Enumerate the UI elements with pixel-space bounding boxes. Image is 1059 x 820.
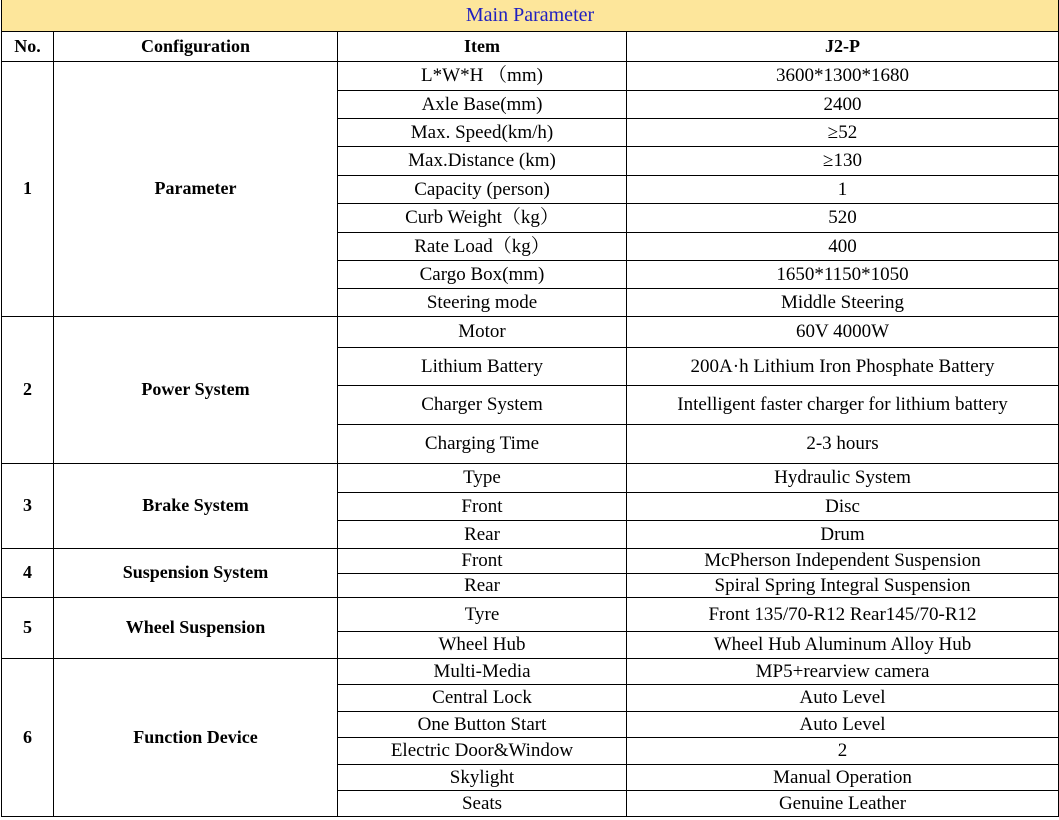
header-model: J2-P: [627, 31, 1059, 61]
value-cell: 2: [627, 737, 1059, 764]
value-cell: McPherson Independent Suspension: [627, 548, 1059, 573]
header-item: Item: [338, 31, 627, 61]
table-row: [2, 658, 1059, 684]
item-cell: Charger System: [338, 385, 627, 424]
item-cell: Max. Speed(km/h): [338, 118, 627, 146]
item-cell: Cargo Box(mm): [338, 260, 627, 288]
value-cell: 3600*1300*1680: [627, 61, 1059, 90]
header-configuration: Configuration: [54, 31, 338, 61]
value-cell: 1650*1150*1050: [627, 260, 1059, 288]
item-cell: Electric Door&Window: [338, 737, 627, 764]
value-cell: 60V 4000W: [627, 316, 1059, 347]
table-row: [2, 548, 1059, 573]
value-cell: Spiral Spring Integral Suspension: [627, 573, 1059, 597]
value-cell: ≥130: [627, 146, 1059, 175]
value-cell: Disc: [627, 492, 1059, 520]
value-cell: 400: [627, 232, 1059, 260]
value-cell: Auto Level: [627, 711, 1059, 737]
value-cell: Middle Steering: [627, 288, 1059, 316]
value-cell: MP5+rearview camera: [627, 658, 1059, 684]
item-cell: Seats: [338, 790, 627, 816]
table-row: [2, 463, 1059, 492]
group-number: 6: [2, 658, 54, 816]
item-cell: Front: [338, 492, 627, 520]
value-cell: 520: [627, 203, 1059, 232]
group-number: 2: [2, 316, 54, 463]
group-name: Parameter: [54, 61, 338, 316]
item-cell: Skylight: [338, 764, 627, 790]
table-row: [2, 61, 1059, 90]
value-cell: 1: [627, 175, 1059, 203]
value-cell: Intelligent faster charger for lithium battery: [627, 385, 1059, 424]
item-cell: Lithium Battery: [338, 347, 627, 385]
value-cell: Hydraulic System: [627, 463, 1059, 492]
item-cell: Capacity (person): [338, 175, 627, 203]
item-cell: Wheel Hub: [338, 631, 627, 658]
group-name: Brake System: [54, 463, 338, 548]
value-cell: Auto Level: [627, 684, 1059, 711]
group-name: Function Device: [54, 658, 338, 816]
value-cell: Manual Operation: [627, 764, 1059, 790]
item-cell: Curb Weight（kg）: [338, 203, 627, 232]
item-cell: Multi-Media: [338, 658, 627, 684]
item-cell: One Button Start: [338, 711, 627, 737]
item-cell: Rate Load（kg）: [338, 232, 627, 260]
item-cell: Front: [338, 548, 627, 573]
group-number: 5: [2, 597, 54, 658]
value-cell: 200A·h Lithium Iron Phosphate Battery: [627, 347, 1059, 385]
group-name: Suspension System: [54, 548, 338, 597]
value-cell: ≥52: [627, 118, 1059, 146]
group-number: 1: [2, 61, 54, 316]
value-cell: 2-3 hours: [627, 424, 1059, 463]
table-row: [2, 316, 1059, 347]
value-cell: Wheel Hub Aluminum Alloy Hub: [627, 631, 1059, 658]
item-cell: Tyre: [338, 597, 627, 631]
group-number: 3: [2, 463, 54, 548]
item-cell: Steering mode: [338, 288, 627, 316]
header-no: No.: [2, 31, 54, 61]
table-row: [2, 597, 1059, 631]
value-cell: Genuine Leather: [627, 790, 1059, 816]
item-cell: Rear: [338, 573, 627, 597]
item-cell: Axle Base(mm): [338, 90, 627, 118]
group-name: Wheel Suspension: [54, 597, 338, 658]
group-number: 4: [2, 548, 54, 597]
item-cell: L*W*H （mm): [338, 61, 627, 90]
value-cell: 2400: [627, 90, 1059, 118]
item-cell: Motor: [338, 316, 627, 347]
main-parameter-table: [1, 0, 1059, 817]
header-row: [2, 31, 1059, 61]
value-cell: Front 135/70-R12 Rear145/70-R12: [627, 597, 1059, 631]
title-row: [2, 0, 1059, 31]
table-title: Main Parameter: [2, 0, 1059, 31]
item-cell: Max.Distance (km): [338, 146, 627, 175]
item-cell: Charging Time: [338, 424, 627, 463]
group-name: Power System: [54, 316, 338, 463]
value-cell: Drum: [627, 520, 1059, 548]
item-cell: Central Lock: [338, 684, 627, 711]
item-cell: Type: [338, 463, 627, 492]
item-cell: Rear: [338, 520, 627, 548]
